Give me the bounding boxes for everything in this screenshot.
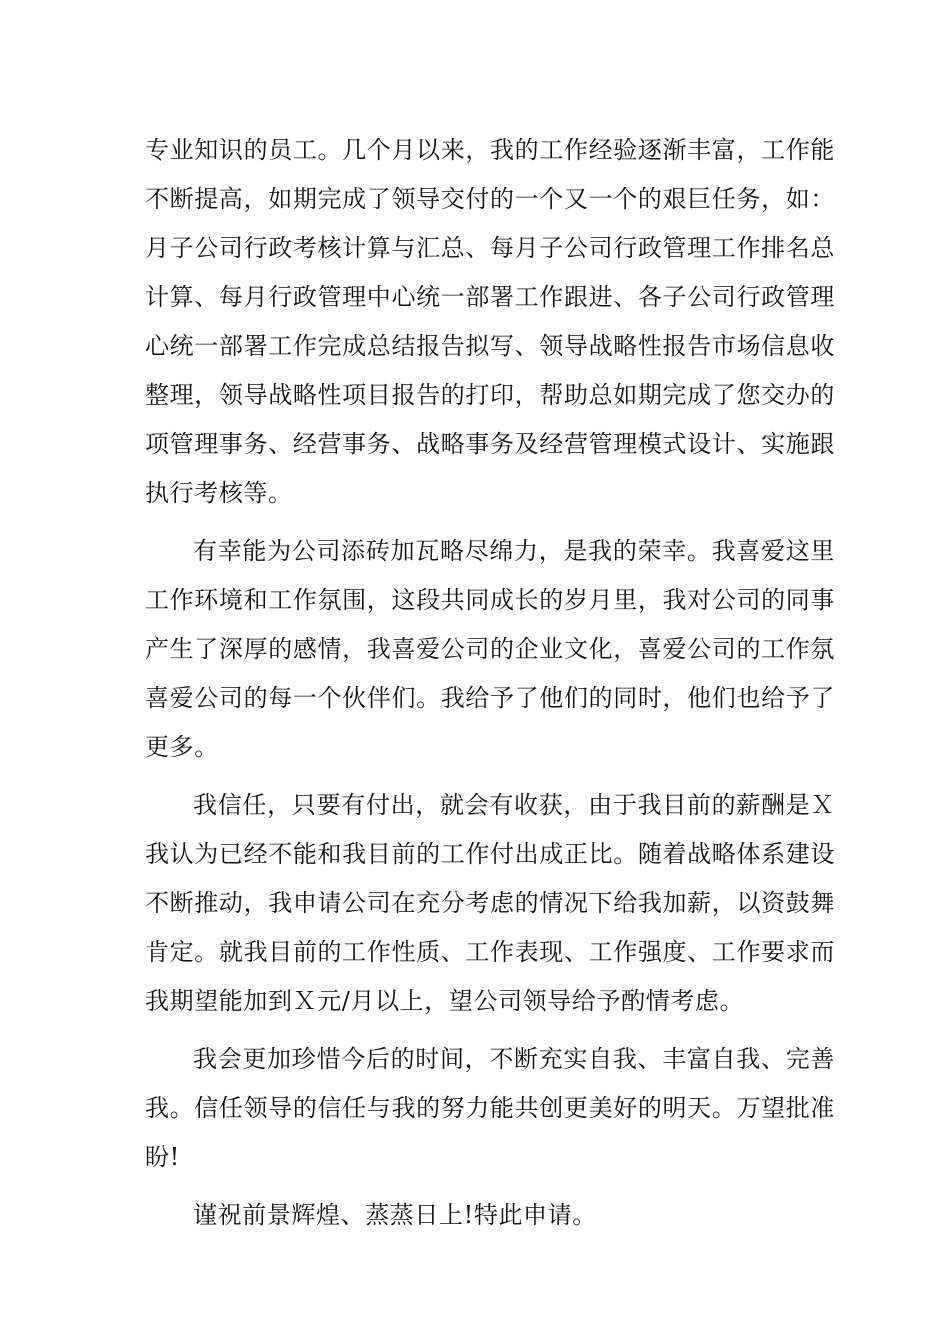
text-line: 项管理事务、经营事务、战略事务及经营管理模式设计、实施跟 — [145, 430, 835, 458]
paragraph-salary-request — [145, 781, 835, 1026]
paragraph-honor — [145, 527, 835, 772]
text-line: 专业知识的员工。几个月以来，我的工作经验逐渐丰富，工作能 — [145, 136, 835, 164]
text-line: 执行考核等。 — [145, 479, 293, 507]
text-line: 更多。 — [145, 733, 219, 761]
text-line: 喜爱公司的每一个伙伴们。我给予了他们的同时，他们也给予了 — [145, 684, 835, 712]
text-line: 我认为已经不能和我目前的工作付出成正比。随着战略体系建设 — [145, 840, 835, 868]
text-line: 盼! — [145, 1143, 180, 1171]
text-line: 我。信任领导的信任与我的努力能共创更美好的明天。万望批准 — [145, 1094, 835, 1122]
closing-paragraph — [145, 1191, 835, 1240]
document-body — [145, 126, 835, 1240]
text-line: 有幸能为公司添砖加瓦略尽绵力，是我的荣幸。我喜爱这里 — [193, 537, 835, 565]
closing-line: 谨祝前景辉煌、蒸蒸日上!特此申请。 — [193, 1201, 597, 1229]
text-line: 我信任，只要有付出，就会有收获，由于我目前的薪酬是Ｘ — [193, 791, 835, 819]
text-line: 肯定。就我目前的工作性质、工作表现、工作强度、工作要求而 — [145, 938, 835, 966]
text-line: 心统一部署工作完成总结报告拟写、领导战略性报告市场信息收 — [145, 332, 835, 360]
text-line: 月子公司行政考核计算与汇总、每月子公司行政管理工作排名总 — [145, 234, 835, 262]
text-line: 产生了深厚的感情，我喜爱公司的企业文化，喜爱公司的工作氛 — [145, 635, 835, 663]
text-line: 整理，领导战略性项目报告的打印，帮助总如期完成了您交办的 — [145, 381, 835, 409]
paragraph-work-experience — [145, 126, 835, 518]
text-line: 工作环境和工作氛围，这段共同成长的岁月里，我对公司的同事 — [145, 586, 835, 614]
text-line: 不断提高，如期完成了领导交付的一个又一个的艰巨任务，如： — [145, 185, 835, 213]
text-line: 不断推动，我申请公司在充分考虑的情况下给我加薪，以资鼓舞 — [145, 889, 835, 917]
text-line: 我期望能加到Ｘ元/月以上，望公司领导给予酌情考虑。 — [145, 987, 745, 1015]
text-line: 我会更加珍惜今后的时间，不断充实自我、丰富自我、完善 — [193, 1045, 835, 1073]
paragraph-commitment — [145, 1035, 835, 1182]
text-line: 计算、每月行政管理中心统一部署工作跟进、各子公司行政管理 — [145, 283, 835, 311]
